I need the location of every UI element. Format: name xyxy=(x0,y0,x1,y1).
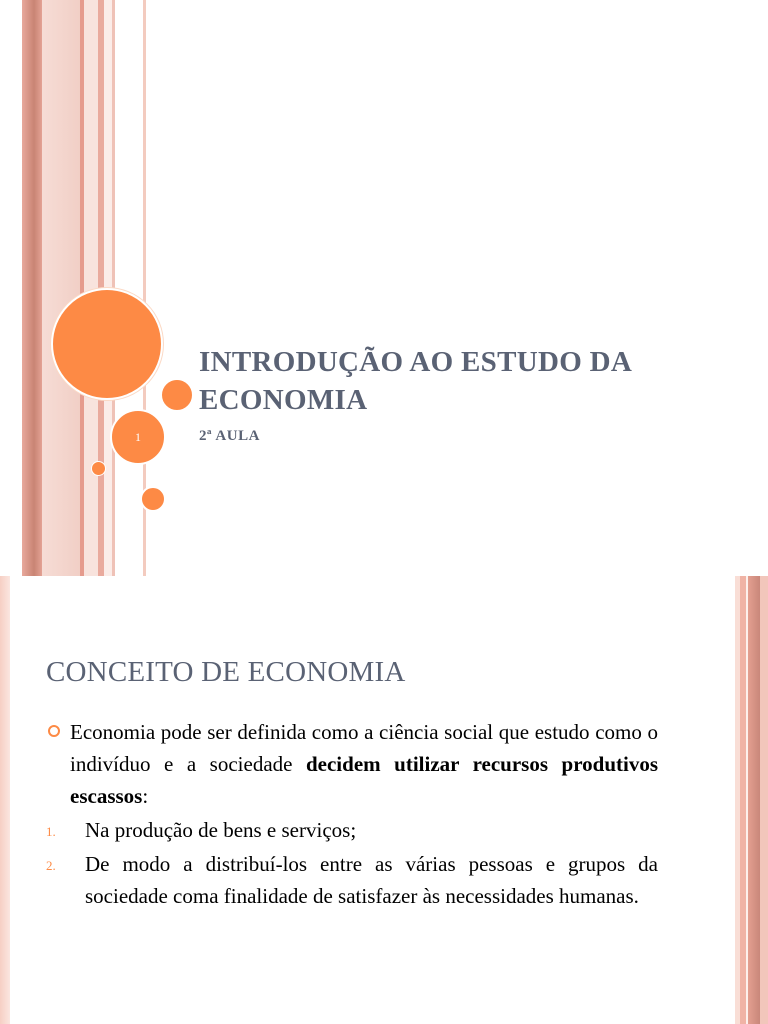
bullet-ring-icon xyxy=(48,725,60,737)
numbered-item-text: De modo a distribuí-los entre as várias pessoas e grupos da sociedade coma finalidade de satisfazer às necessidades humanas. xyxy=(85,852,658,908)
slide-number: 1 xyxy=(135,429,141,444)
numbered-item xyxy=(46,848,658,912)
decorative-bar xyxy=(0,576,10,1024)
content-slide xyxy=(0,576,768,1024)
decorative-stripe xyxy=(42,0,80,576)
slide-body xyxy=(46,716,658,912)
decorative-circle-tiny xyxy=(91,461,106,476)
decorative-circle-large xyxy=(51,288,163,400)
bullet-text: Economia pode ser definida como a ciência social que estudo como o indivíduo e a sociedade xyxy=(70,720,658,776)
decorative-stripe xyxy=(760,576,768,1024)
presentation-subtitle: 2ª AULA xyxy=(199,428,260,444)
decorative-circle-small xyxy=(140,486,166,512)
bullet-bold-text: decidem utilizar recursos produtivos escassos xyxy=(70,752,659,808)
slide-number-badge xyxy=(110,409,166,465)
slide-title: CONCEITO DE ECONOMIA xyxy=(46,656,406,688)
presentation-title: INTRODUÇÃO AO ESTUDO DA ECONOMIA xyxy=(199,346,631,416)
decorative-circle-medium xyxy=(160,378,194,412)
numbered-item xyxy=(46,814,658,846)
list-number: 1. xyxy=(46,824,56,839)
bullet-item xyxy=(46,716,658,812)
list-number: 2. xyxy=(46,858,56,873)
bullet-text-end: : xyxy=(142,784,149,808)
decorative-stripe xyxy=(748,576,760,1024)
numbered-item-text: Na produção de bens e serviços; xyxy=(85,818,357,842)
decorative-stripe xyxy=(22,0,42,576)
